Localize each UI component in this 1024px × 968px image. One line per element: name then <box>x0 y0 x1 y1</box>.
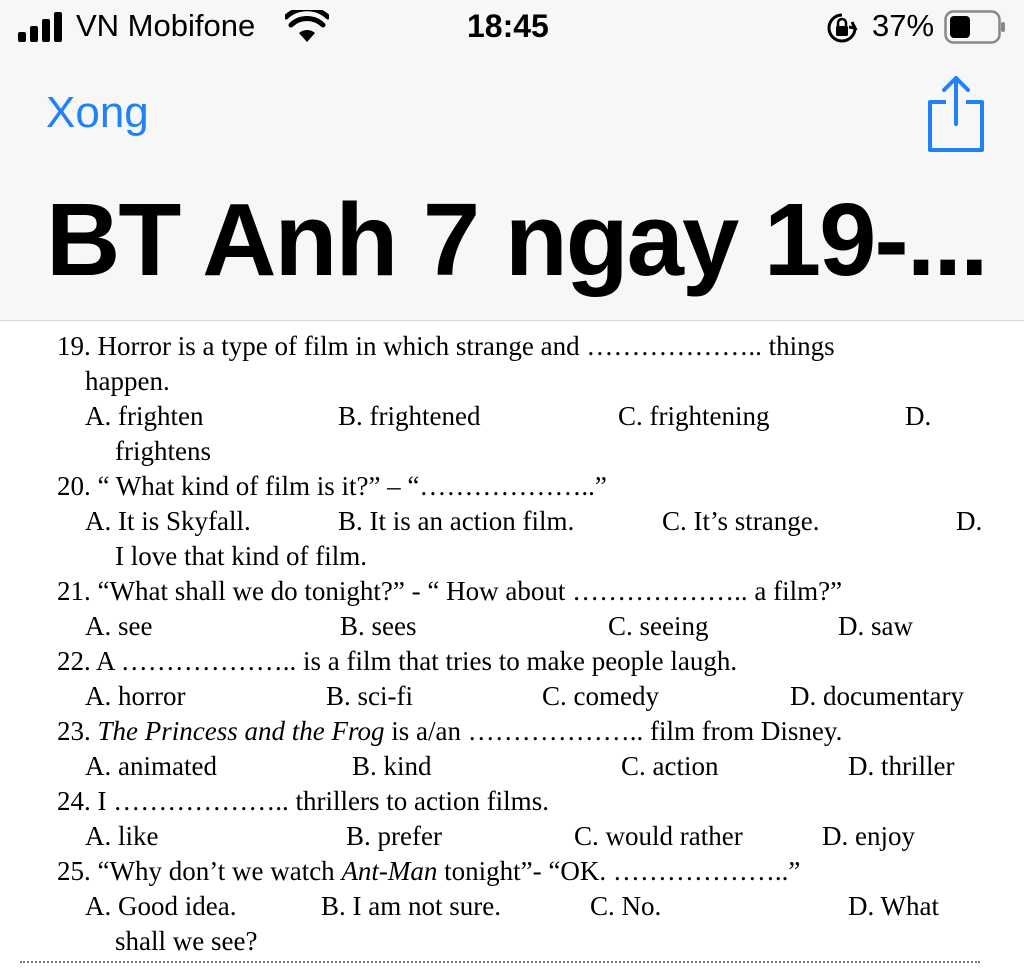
question-21: 21. “What shall we do tonight?” - “ How about ……………….. a film?” <box>57 576 843 606</box>
q23-film-title: The Princess and the Frog <box>97 716 385 746</box>
q22-option-c[interactable]: C. comedy <box>542 681 659 711</box>
q20-option-c[interactable]: C. It’s strange. <box>662 506 820 536</box>
q19-option-a[interactable]: A. frighten <box>85 401 204 431</box>
q25-option-d-text: shall we see? <box>115 926 258 956</box>
question-22: 22. A ……………….. is a film that tries to make people laugh. <box>57 646 738 676</box>
q22-option-a[interactable]: A. horror <box>85 681 186 711</box>
question-19: 19. Horror is a type of film in which strange and ……………….. things <box>57 331 835 361</box>
q23-option-d[interactable]: D. thriller <box>848 751 955 781</box>
q21-option-d[interactable]: D. saw <box>838 611 913 641</box>
q19-option-c[interactable]: C. frightening <box>618 401 770 431</box>
rotation-lock-icon <box>826 12 858 44</box>
q19-option-b[interactable]: B. frightened <box>338 401 481 431</box>
q21-option-a[interactable]: A. see <box>85 611 153 641</box>
q25-option-d[interactable]: D. What <box>848 891 939 921</box>
question-25 <box>57 854 800 889</box>
q19-option-d-text: frightens <box>115 436 211 466</box>
q25-option-c[interactable]: C. No. <box>590 891 662 921</box>
q21-option-b[interactable]: B. sees <box>340 611 417 641</box>
q20-option-d[interactable]: D. <box>956 506 983 536</box>
cut-off-next-line <box>20 961 980 966</box>
navigation-bar <box>0 0 1024 321</box>
q23-option-c[interactable]: C. action <box>621 751 719 781</box>
share-icon <box>920 74 992 158</box>
q25-rest: tonight”- “OK. ………………..” <box>437 856 801 886</box>
q25-film-title: Ant-Man <box>341 856 438 886</box>
q19-option-d[interactable]: D. <box>905 401 932 431</box>
q25-start: 25. “Why don’t we watch <box>57 856 342 886</box>
wifi-icon <box>285 10 329 44</box>
q25-option-b[interactable]: B. I am not sure. <box>321 891 501 921</box>
question-23 <box>57 714 842 749</box>
q24-option-a[interactable]: A. like <box>85 821 159 851</box>
signal-icon <box>18 12 66 42</box>
q23-option-b[interactable]: B. kind <box>352 751 432 781</box>
q20-option-d-text: I love that kind of film. <box>115 541 367 571</box>
q22-option-d[interactable]: D. documentary <box>790 681 964 711</box>
question-24: 24. I ……………….. thrillers to action films. <box>57 786 549 816</box>
q24-option-d[interactable]: D. enjoy <box>822 821 915 851</box>
question-19-continued: happen. <box>85 366 170 396</box>
question-20: 20. “ What kind of film is it?” – “………………..” <box>57 471 607 501</box>
done-button[interactable]: Xong <box>46 88 149 137</box>
q24-option-b[interactable]: B. prefer <box>346 821 442 851</box>
document-title: BT Anh 7 ngay 19-... <box>46 182 987 297</box>
document-content <box>0 321 1024 968</box>
q22-option-b[interactable]: B. sci-fi <box>326 681 413 711</box>
q24-option-c[interactable]: C. would rather <box>574 821 743 851</box>
q21-option-c[interactable]: C. seeing <box>608 611 709 641</box>
clock: 18:45 <box>467 8 549 44</box>
share-button[interactable] <box>920 74 992 158</box>
q20-option-a[interactable]: A. It is Skyfall. <box>85 506 251 536</box>
q23-number: 23. <box>57 716 98 746</box>
battery-percentage: 37% <box>872 8 935 43</box>
q23-rest: is a/an ……………….. film from Disney. <box>384 716 843 746</box>
q23-option-a[interactable]: A. animated <box>85 751 217 781</box>
q25-option-a[interactable]: A. Good idea. <box>85 891 237 921</box>
q20-option-b[interactable]: B. It is an action film. <box>338 506 575 536</box>
carrier-name: VN Mobifone <box>76 8 256 43</box>
battery-icon <box>944 10 1006 44</box>
status-bar <box>0 0 1024 56</box>
